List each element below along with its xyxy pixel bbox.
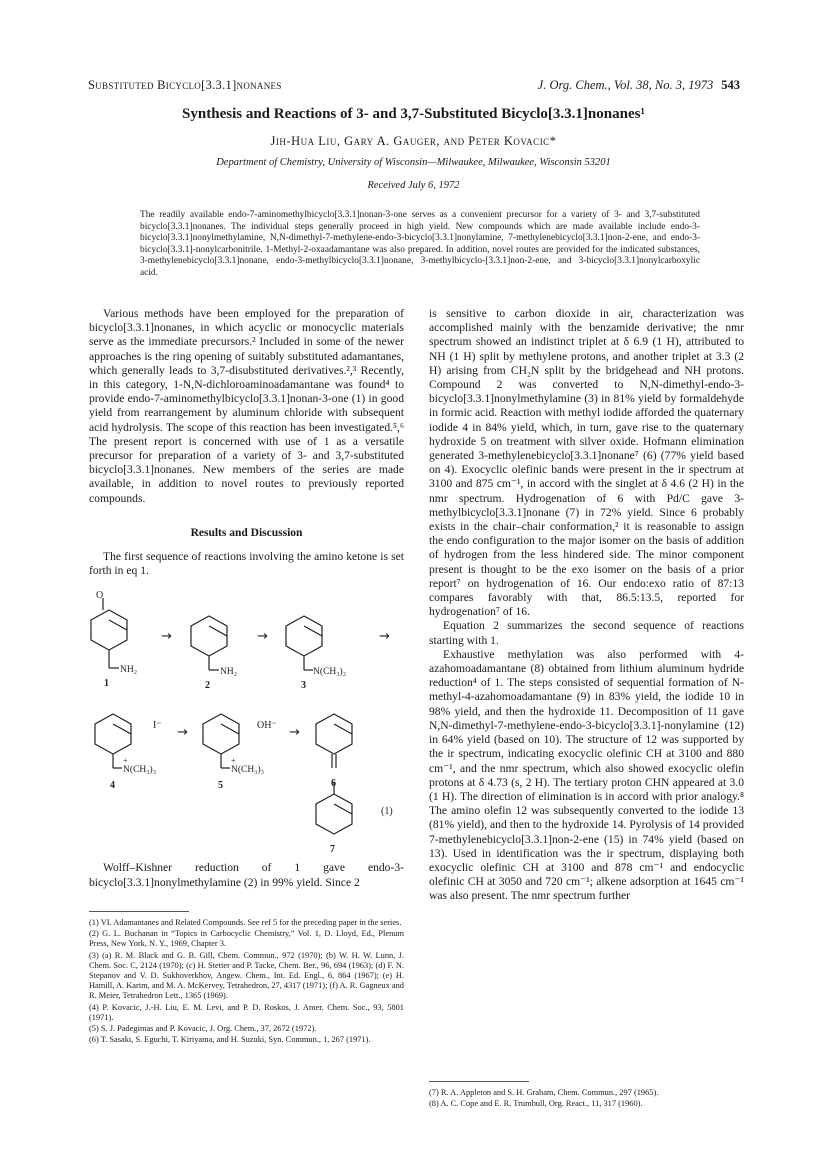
methylation-paragraph: Exhaustive methylation was also performed with 4-azahomoadamantane (8) obtained from lithium aluminum hydride reduction⁴ of 1. The steps consisted of sequential formation of N-methyl-4-azahomoadamantane (9) in 83% yield, the iodide 10 in 98% yield, and then the hydroxide 11. Decomposition of 11 gave N,N-dimethyl-7-methylene-endo-3-bicyclo[3.3.1]-nonylamine (12) in 64% yield (based on 10). The structure of 12 was supported by the ir spectrum, indicating exocyclic olefinic CH at 3100 and 880 cm⁻¹, and the nmr spectrum, which also showed exocyclic olefin protons at δ 4.73 (s, 2 H). The tertiary proton CHN appeared at 3.0 (1 H). The direction of elimination is in accord with prior analogy.⁸ The amino olefin 12 was subsequently converted to the iodide 13 (81% yield), and then to the hydroxide 14. Pyrolysis of 14 provided 7-methylenebicyclo[3.3.1]non-2-ene (15) in 74% yield (based on 13). Used in identification was the ir spectrum, displaying both exocyclic olefinic CH at 3100 and 878 cm⁻¹ and endocyclic olefinic CH at 3050 and 720 cm⁻¹; alkene adsorption at 1645 cm⁻¹ was also present. The nmr spectrum further xyxy=(429,647,744,903)
arrow-2: → xyxy=(257,629,268,645)
molecule-5 xyxy=(203,714,264,791)
footnote-rule-right xyxy=(429,1081,529,1082)
plus-charge-4: + xyxy=(123,756,128,766)
intro-paragraph: Various methods have been employed for the preparation of bicyclo[3.3.1]nonanes, in which acyclic or monocyclic materials serve as the immediate precursors.² Included in some of the newer approaches is the ring opening of suitably substituted adamantanes, which generally leads to 3,7-disubstituted derivatives.²,³ Recently, in this category, 1-N,N-dichloroaminoadamantane was found⁴ to provide endo-7-aminomethylbicyclo[3.3.1]nonan-3-one (1) in good yield from rearrangement by aluminum chloride with subsequent acid hydrolysis. The scope of this reaction has been investigated.⁵,⁶ The present report is concerned with use of 1 as a versatile precursor for preparation of a variety of 3- and 3,7-substituted bicyclo[3.3.1]nonanes. New members of the series are made available, in addition to novel routes to previously reported compounds. xyxy=(89,307,404,505)
footnote: (2) G. L. Buchanan in “Topics in Carbocyclic Chemistry,” Vol. 1, D. Lloyd, Ed., Plenum Press, New York, N. Y., 1969, Chapter 3. xyxy=(89,929,404,949)
characterization-paragraph: is sensitive to carbon dioxide in air, characterization was accomplished mainly with the benzamide derivative; the nmr spectrum showed an indistinct triplet at δ 6.9 (1 H), attributed to NH (1 H) split by methylene protons, and another triplet at 3.3 (2 H) arising from CH₂N split by the bridgehead and NH protons. Compound 2 was converted to N,N-dimethyl-endo-3-bicyclo[3.3.1]nonylmethylamine (3) in 81% yield by formaldehyde in formic acid. Reaction with methyl iodide afforded the quaternary iodide 4 in 84% yield, which, in turn, gave rise to the quaternary hydroxide 5 on treatment with silver oxide. Hofmann elimination generated 3-methylenebicyclo[3.3.1]nonane⁷ (6) (77% yield based on 4). Exocyclic olefinic bands were present in the ir spectrum at 3100 and 875 cm⁻¹, in accord with the singlet at δ 4.6 (2 H) in the nmr spectrum. Hydrogenation of 6 with Pd/C gave 3-methylbicyclo[3.3.1]nonane (7) in 72% yield. Since 6 probably exists in the chair–chair conformation,² it is reasonable to assign the endo configuration to the major isomer on the basis of addition of hydrogen from the less hindered side. The minor component present is thought to be the exo isomer on the basis of a prior report⁷ on hydrogenation of 16. Our endo:exo ratio of 87:13 compares favorably with that, 86.5:13.5, reported for hydrogenation⁷ of 16. xyxy=(429,307,744,619)
paper-title: Synthesis and Reactions of 3- and 3,7-Substituted Bicyclo[3.3.1]nonanes¹ xyxy=(182,106,645,122)
arrow-4: → xyxy=(177,725,188,741)
molecule-6 xyxy=(316,714,352,789)
arrow-5: → xyxy=(289,725,300,741)
right-column xyxy=(429,307,744,904)
nme2-label: N(CH₃)₂ xyxy=(313,667,347,678)
compound-number-6: 6 xyxy=(331,778,336,790)
reaction-scheme-eq1 xyxy=(89,586,404,861)
running-header-right xyxy=(538,78,740,93)
compound-number-3: 3 xyxy=(301,680,306,692)
footnote: (5) S. J. Padegimas and P. Kovacic, J. Org. Chem., 37, 2672 (1972). xyxy=(89,1024,317,1034)
molecule-2 xyxy=(191,616,237,691)
footnote: (8) A. C. Cope and E. R. Trumbull, Org. React., 11, 317 (1960). xyxy=(429,1099,643,1109)
footnote: (6) T. Sasaki, S. Eguchi, T. Kiriyama, and H. Suzuki, Syn. Commun., 1, 267 (1971). xyxy=(89,1035,371,1045)
compound-number-7: 7 xyxy=(330,844,335,856)
received-date: Received July 6, 1972 xyxy=(367,180,460,191)
nme3-label-5: N(CH₃)₃ xyxy=(231,765,265,776)
footnote: (7) R. A. Appleton and S. H. Graham, Chem. Commun., 297 (1965). xyxy=(429,1088,659,1097)
journal-citation: J. Org. Chem., Vol. 38, No. 3, 1973 xyxy=(537,78,714,92)
plus-charge-5: + xyxy=(231,756,236,766)
arrow-1: → xyxy=(161,629,172,645)
molecule-3 xyxy=(286,616,346,691)
compound-number-1: 1 xyxy=(104,678,109,690)
compound-number-5: 5 xyxy=(218,780,223,792)
footnote: (4) P. Kovacic, J.-H. Liu, E. M. Levi, and P. D. Roskos, J. Amer. Chem. Soc., 93, 5801 (1971). xyxy=(89,1002,404,1022)
molecule-1 xyxy=(91,590,137,689)
running-header-left: Substituted Bicyclo[3.3.1]nonanes xyxy=(88,78,282,92)
scheme-drawing xyxy=(89,586,404,861)
carbonyl-o-label: O xyxy=(96,590,104,602)
footnote: (1) VI. Adamantanes and Related Compounds. See ref 5 for the preceding paper in the series. xyxy=(89,918,402,927)
section-heading: Results and Discussion xyxy=(190,526,303,539)
iodide-label: I⁻ xyxy=(153,720,162,732)
eq1-intro-paragraph: The first sequence of reactions involving the amino ketone is set forth in eq 1. xyxy=(89,550,404,578)
authors: Jih-Hua Liu, Gary A. Gauger, and Peter Kovacic* xyxy=(270,134,557,148)
page-number: 543 xyxy=(721,78,740,92)
footnotes-right xyxy=(429,1088,744,1110)
molecule-7 xyxy=(316,782,352,855)
compound-number-2: 2 xyxy=(205,680,210,692)
eq2-intro-paragraph: Equation 2 summarizes the second sequence of reactions starting with 1. xyxy=(429,619,744,647)
hydroxide-label: OH⁻ xyxy=(257,720,277,732)
nme3-label-4: N(CH₃)₃ xyxy=(123,765,157,776)
footnote-rule-left xyxy=(89,911,189,912)
arrow-3: → xyxy=(379,629,390,645)
footnote: (3) (a) R. M. Black and G. B. Gill, Chem. Commun., 972 (1970); (b) W. H. W. Lunn, J. Chem. Soc. C, 2124 (1970); (c) H. Stetter and P. Tacke, Chem. Ber., 96, 694 (1963); (d) F. N. Stepanov and V. D. Sukhoverkhov, Angew. Chem., Int. Ed. Engl., 6, 864 (1967); (e) H. Hamill, A. Karim, and M. A. McKervey, Tetrahedron, 27, 4317 (1971); (f) A. R. Gagneux and R. Meier, Tetrahedron Lett., 1365 (1969). xyxy=(89,950,404,1001)
left-column xyxy=(89,307,404,890)
nh2-label-1: NH₂ xyxy=(120,665,138,676)
abstract: The readily available endo-7-aminomethylbicyclo[3.3.1]nonan-3-one serves as a convenient precursor for a variety of 3- and 3,7-substituted bicyclo[3.3.1]nonanes. The individual steps generally proceed in high yield. New compounds which are made available include endo-3-bicyclo[3.3.1]nonylmethylamine, N,N-dimethyl-7-methylene-endo-3-bicyclo[3.3.1]nonylamine, 7-methylenebicyclo[3.3.1]non-2-ene, and endo-3-bicyclo[3.3.1]-nonylcarbonitrile. 1-Methyl-2-oxaadamantane was also prepared. In addition, novel routes are provided for the indicated substances, 3-methylenebicyclo[3.3.1]nonane, endo-3-methylbicyclo[3.3.1]nonane, 3-methylbicyclo-[3.3.1]non-2-ene, and 3-bicyclo[3.3.1]nonylcarboxylic acid. xyxy=(140,210,700,278)
wolff-kishner-paragraph: Wolff–Kishner reduction of 1 gave endo-3-bicyclo[3.3.1]nonylmethylamine (2) in 99% yield. Since 2 xyxy=(89,861,404,889)
compound-number-4: 4 xyxy=(110,780,115,792)
equation-label: (1) xyxy=(381,806,393,818)
nh2-label-2: NH₂ xyxy=(220,667,238,678)
footnotes-left xyxy=(89,918,404,1046)
molecule-4 xyxy=(95,714,156,791)
affiliation: Department of Chemistry, University of Wisconsin—Milwaukee, Milwaukee, Wisconsin 53201 xyxy=(216,157,611,168)
